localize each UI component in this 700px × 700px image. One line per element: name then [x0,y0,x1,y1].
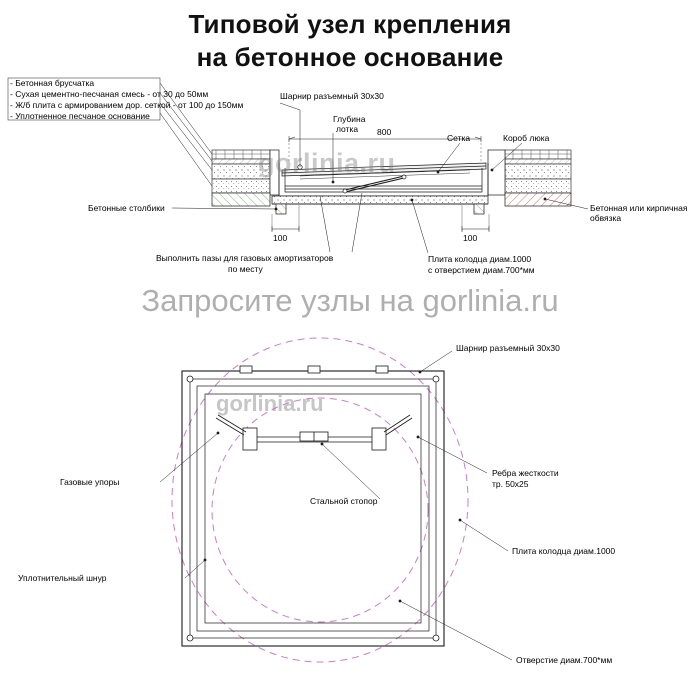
label-stiffeners-line1: Ребра жесткости [492,468,559,478]
label-opening-plan: Отверстие диам.700*мм [516,655,613,665]
label-dim-800: 800 [377,127,392,137]
label-well-slab-line1: Плита колодца диам.1000 [428,254,532,264]
label-stiffeners-line2: тр. 50х25 [492,479,529,489]
label-obvyazka-line2: обвязка [590,213,622,223]
label-hinge-plan: Шарнир разъемный 30х30 [456,343,560,353]
label-mesh: Сетка [447,133,471,143]
page-title-line1: Типовой узел крепления [188,9,512,39]
label-dim-right-100: 100 [463,233,478,243]
label-dim-left-100: 100 [273,233,288,243]
watermark-top: gorlinia.ru [258,148,396,178]
label-sealing-cord: Уплотнительный шнур [18,573,107,583]
label-concrete-posts: Бетонные столбики [88,203,165,213]
label-grooves-line1: Выполнить пазы для газовых амортизаторов [156,253,334,263]
label-hinge-top: Шарнир разъемный 30х30 [280,91,384,101]
label-well-slab-line2: с отверстием диам.700*мм [428,265,535,275]
label-grooves-line2: по месту [228,264,263,274]
label-steel-stopper: Стальной стопор [310,496,378,506]
watermark-middle: Запросите узлы на gorlinia.ru [141,283,559,318]
label-obvyazka-line1: Бетонная или кирпичная [590,203,688,213]
watermark-bottom: gorlinia.ru [216,391,324,416]
label-tray-depth-line1: Глубина [333,114,366,124]
legend-item-rc-slab: - Ж/б плита с армированием дор. сеткой - от 100 до 150мм [10,100,244,110]
legend-item-dry-mix: - Сухая цементно-песчаная смесь - от 30 до 50мм [10,89,209,99]
page-title-line2: на бетонное основание [196,41,504,72]
label-well-slab-plan: Плита колодца диам.1000 [512,546,616,556]
label-gas-struts: Газовые упоры [60,477,120,487]
label-hatch-box: Короб люка [503,133,550,143]
label-tray-depth-line2: лотка [336,124,359,134]
legend-item-sand-base: - Уплотненное песчаное основание [10,111,150,121]
legend-item-paver: - Бетонная брусчатка [10,78,95,88]
